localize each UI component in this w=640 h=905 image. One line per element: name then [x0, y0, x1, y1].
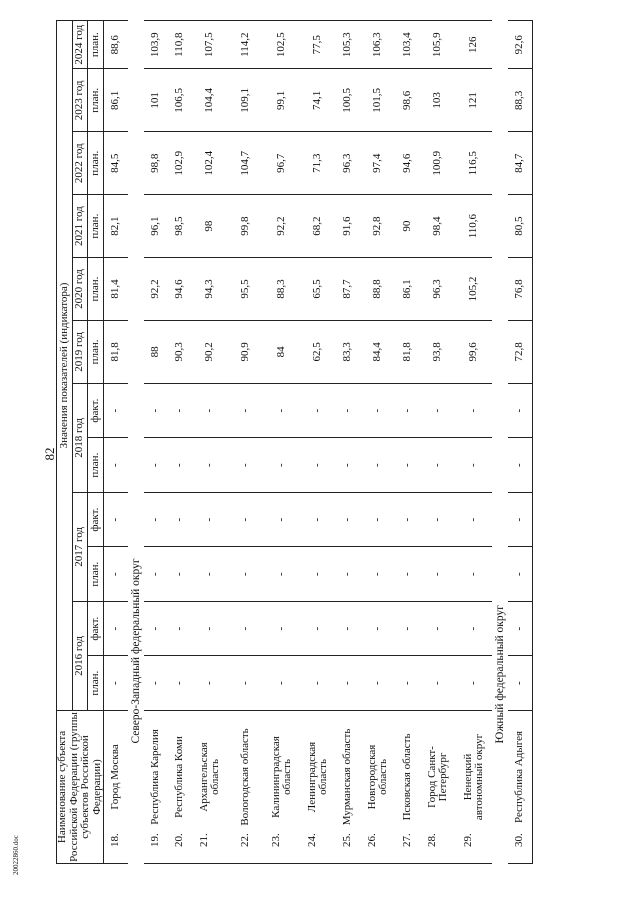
value-cell: - — [420, 656, 456, 711]
value-cell: 94,6 — [396, 132, 420, 195]
value-cell: 100,9 — [420, 132, 456, 195]
subject-name: Мурманская область — [341, 728, 354, 826]
subject-name-cell — [396, 710, 420, 863]
value-cell: 88,8 — [360, 258, 396, 321]
value-cell: - — [300, 656, 336, 711]
value-cell: - — [264, 656, 300, 711]
value-cell: - — [264, 383, 300, 438]
value-cell: - — [228, 438, 264, 493]
value-cell: 94,3 — [192, 258, 228, 321]
value-cell: 81,4 — [104, 258, 129, 321]
value-cell: - — [456, 492, 492, 547]
value-cell: 101,5 — [360, 69, 396, 132]
value-cell: 105,9 — [420, 21, 456, 69]
value-cell: 96,7 — [264, 132, 300, 195]
indicator-table — [56, 20, 533, 864]
value-cell: - — [336, 383, 360, 438]
value-cell: 77,5 — [300, 21, 336, 69]
row-number: 20. — [173, 833, 186, 847]
value-cell: - — [360, 383, 396, 438]
value-cell: - — [336, 492, 360, 547]
subject-name-cell — [360, 710, 396, 863]
value-cell: - — [228, 547, 264, 602]
table-row — [360, 21, 396, 864]
value-cell: - — [396, 383, 420, 438]
value-cell: - — [360, 656, 396, 711]
value-cell: 105,2 — [456, 258, 492, 321]
row-number: 21. — [197, 833, 210, 847]
sub-header: факт. — [88, 492, 104, 547]
value-cell: 106,5 — [168, 69, 192, 132]
value-cell: 121 — [456, 69, 492, 132]
value-cell: 99,6 — [456, 320, 492, 383]
year-header: 2023 год — [72, 69, 88, 132]
value-cell: - — [104, 383, 129, 438]
value-cell: 103,4 — [396, 21, 420, 69]
value-cell: - — [508, 547, 533, 602]
row-number: 23. — [269, 833, 282, 847]
value-cell: - — [228, 656, 264, 711]
value-cell: - — [336, 547, 360, 602]
value-cell: - — [456, 438, 492, 493]
subject-name-cell — [228, 710, 264, 863]
value-cell: - — [264, 492, 300, 547]
subject-name-cell — [104, 710, 129, 863]
value-cell: 99,8 — [228, 195, 264, 258]
subject-name-cell — [336, 710, 360, 863]
value-cell: 126 — [456, 21, 492, 69]
row-number: 22. — [239, 833, 252, 847]
value-cell: - — [508, 438, 533, 493]
value-cell: - — [192, 547, 228, 602]
year-header: 2020 год — [72, 258, 88, 321]
year-header: 2018 год — [72, 383, 88, 492]
value-cell: 109,1 — [228, 69, 264, 132]
row-number: 28. — [425, 833, 438, 847]
value-cell: - — [144, 383, 168, 438]
value-cell: 65,5 — [300, 258, 336, 321]
value-cell: - — [420, 547, 456, 602]
row-number: 24. — [305, 833, 318, 847]
value-cell: 98,6 — [396, 69, 420, 132]
region-row — [492, 21, 508, 864]
subject-name: Республика Коми — [173, 736, 186, 818]
value-cell: - — [104, 438, 129, 493]
subject-name-cell — [508, 710, 533, 863]
value-cell: 81,8 — [104, 320, 129, 383]
column-header-name: Наименование субъекта Российской Федерации (группы субъектов Российской Федерации) — [56, 712, 103, 862]
value-cell: - — [192, 601, 228, 656]
value-cell: 96,1 — [144, 195, 168, 258]
value-cell: 84,7 — [508, 132, 533, 195]
value-cell: 72,8 — [508, 320, 533, 383]
sub-header: план. — [88, 69, 104, 132]
subject-name: Новгородская область — [365, 744, 390, 810]
value-cell: 102,5 — [264, 21, 300, 69]
value-cell: 71,3 — [300, 132, 336, 195]
table-row — [300, 21, 336, 864]
table-row — [168, 21, 192, 864]
value-cell: - — [420, 492, 456, 547]
value-cell: 107,5 — [192, 21, 228, 69]
value-cell: - — [168, 492, 192, 547]
document-id: 20022860.doc — [12, 835, 20, 875]
value-cell: - — [104, 547, 129, 602]
value-cell: - — [300, 492, 336, 547]
value-cell: 99,1 — [264, 69, 300, 132]
value-cell: - — [144, 547, 168, 602]
value-cell: 90,3 — [168, 320, 192, 383]
value-cell: 84 — [264, 320, 300, 383]
value-cell: - — [192, 656, 228, 711]
value-cell: - — [456, 656, 492, 711]
value-cell: - — [192, 438, 228, 493]
year-header: 2017 год — [72, 492, 88, 601]
table-row — [104, 21, 129, 864]
subject-name: Архангельская область — [197, 742, 222, 812]
sub-header: план. — [88, 656, 104, 711]
year-header: 2016 год — [72, 601, 88, 710]
value-cell: - — [168, 601, 192, 656]
subject-name: Республика Карелия — [149, 729, 162, 825]
value-cell: 98,4 — [420, 195, 456, 258]
value-cell: - — [168, 383, 192, 438]
value-cell: - — [264, 601, 300, 656]
value-cell: - — [228, 601, 264, 656]
value-cell: 80,5 — [508, 195, 533, 258]
table-row — [144, 21, 168, 864]
subject-name-cell — [144, 710, 168, 863]
page-number: 82 — [42, 447, 57, 461]
value-cell: - — [144, 492, 168, 547]
value-cell: 84,4 — [360, 320, 396, 383]
sub-header: факт. — [88, 383, 104, 438]
value-cell: - — [360, 547, 396, 602]
year-header: 2024 год — [72, 21, 88, 69]
row-number: 19. — [149, 833, 162, 847]
value-cell: - — [360, 492, 396, 547]
value-cell: 88 — [144, 320, 168, 383]
value-cell: - — [508, 656, 533, 711]
year-header: 2021 год — [72, 195, 88, 258]
row-number: 27. — [401, 833, 414, 847]
value-cell: - — [456, 547, 492, 602]
value-cell: 95,5 — [228, 258, 264, 321]
value-cell: 102,4 — [192, 132, 228, 195]
value-cell: - — [300, 547, 336, 602]
row-number: 18. — [109, 833, 122, 847]
region-title: Северо-Западный федеральный округ — [130, 558, 143, 744]
table-body — [104, 21, 533, 864]
value-cell: 92,6 — [508, 21, 533, 69]
value-cell: 96,3 — [420, 258, 456, 321]
value-cell: - — [508, 601, 533, 656]
value-cell: 86,1 — [396, 258, 420, 321]
sub-header: план. — [88, 132, 104, 195]
value-cell: - — [144, 656, 168, 711]
value-cell: - — [192, 383, 228, 438]
subject-name: Калининградская область — [269, 736, 294, 818]
value-cell: - — [360, 601, 396, 656]
value-cell: - — [192, 492, 228, 547]
sub-header: план. — [88, 547, 104, 602]
sub-header: план. — [88, 21, 104, 69]
value-cell: 81,8 — [396, 320, 420, 383]
subject-name: Псковская область — [401, 733, 414, 821]
value-cell: 110,8 — [168, 21, 192, 69]
value-cell: 116,5 — [456, 132, 492, 195]
value-cell: - — [104, 656, 129, 711]
value-cell: 86,1 — [104, 69, 129, 132]
value-cell: - — [456, 383, 492, 438]
value-cell: 94,6 — [168, 258, 192, 321]
sub-header: план. — [88, 438, 104, 493]
value-cell: - — [144, 601, 168, 656]
row-number: 26. — [365, 833, 378, 847]
value-cell: 92,8 — [360, 195, 396, 258]
value-cell: 110,6 — [456, 195, 492, 258]
value-cell: - — [336, 656, 360, 711]
value-cell: - — [456, 601, 492, 656]
value-cell: 98,8 — [144, 132, 168, 195]
value-cell: - — [508, 383, 533, 438]
value-cell: 91,6 — [336, 195, 360, 258]
value-cell: 92,2 — [264, 195, 300, 258]
value-cell: 105,3 — [336, 21, 360, 69]
table-row — [264, 21, 300, 864]
value-cell: 93,8 — [420, 320, 456, 383]
column-header-values: Значения показателей (индикатора) — [57, 21, 73, 711]
value-cell: - — [420, 601, 456, 656]
year-header: 2019 год — [72, 320, 88, 383]
sub-header: план. — [88, 258, 104, 321]
region-title: Южный федеральный округ — [494, 605, 507, 744]
sub-header: план. — [88, 195, 104, 258]
value-cell: - — [396, 656, 420, 711]
value-cell: - — [420, 383, 456, 438]
table-row — [192, 21, 228, 864]
value-cell: 96,3 — [336, 132, 360, 195]
value-cell: - — [300, 438, 336, 493]
value-cell: - — [396, 547, 420, 602]
value-cell: 97,4 — [360, 132, 396, 195]
value-cell: - — [420, 438, 456, 493]
value-cell: 83,3 — [336, 320, 360, 383]
value-cell: 84,5 — [104, 132, 129, 195]
subject-name-cell — [300, 710, 336, 863]
region-row — [128, 21, 144, 864]
value-cell: - — [396, 601, 420, 656]
value-cell: 88,3 — [264, 258, 300, 321]
value-cell: - — [228, 492, 264, 547]
row-number: 30. — [513, 833, 526, 847]
subject-name-cell — [264, 710, 300, 863]
subject-name-cell — [456, 710, 492, 863]
value-cell: - — [508, 492, 533, 547]
table-row — [336, 21, 360, 864]
value-cell: 98,5 — [168, 195, 192, 258]
value-cell: - — [104, 601, 129, 656]
value-cell: - — [336, 438, 360, 493]
value-cell: - — [300, 601, 336, 656]
value-cell: 90 — [396, 195, 420, 258]
table-row — [396, 21, 420, 864]
subject-name: Ненецкий автономный округ — [461, 733, 486, 821]
value-cell: - — [168, 656, 192, 711]
value-cell: - — [168, 438, 192, 493]
value-cell: 92,2 — [144, 258, 168, 321]
value-cell: 100,5 — [336, 69, 360, 132]
value-cell: 68,2 — [300, 195, 336, 258]
value-cell: 106,3 — [360, 21, 396, 69]
subject-name: Вологодская область — [239, 728, 252, 826]
value-cell: 82,1 — [104, 195, 129, 258]
value-cell: - — [336, 601, 360, 656]
subject-name: Республика Адыгея — [513, 730, 526, 823]
table-row — [228, 21, 264, 864]
value-cell: 103,9 — [144, 21, 168, 69]
value-cell: 101 — [144, 69, 168, 132]
value-cell: 76,8 — [508, 258, 533, 321]
subject-name: Город Санкт-Петербург — [425, 746, 450, 808]
row-number: 29. — [461, 833, 474, 847]
subject-name: Город Москва — [109, 744, 122, 810]
row-number: 25. — [341, 833, 354, 847]
subject-name-cell — [192, 710, 228, 863]
subject-name-cell — [168, 710, 192, 863]
table-row — [420, 21, 456, 864]
value-cell: - — [360, 438, 396, 493]
value-cell: - — [104, 492, 129, 547]
year-header: 2022 год — [72, 132, 88, 195]
value-cell: - — [396, 438, 420, 493]
value-cell: 74,1 — [300, 69, 336, 132]
table-row — [456, 21, 492, 864]
rotated-table-container — [56, 20, 592, 864]
value-cell: 104,4 — [192, 69, 228, 132]
value-cell: - — [264, 547, 300, 602]
value-cell: 104,7 — [228, 132, 264, 195]
value-cell: 90,2 — [192, 320, 228, 383]
value-cell: 103 — [420, 69, 456, 132]
subject-name: Ленинградская область — [305, 741, 330, 813]
value-cell: - — [228, 383, 264, 438]
table-row — [508, 21, 533, 864]
value-cell: - — [300, 383, 336, 438]
value-cell: 88,3 — [508, 69, 533, 132]
value-cell: 62,5 — [300, 320, 336, 383]
value-cell: 102,9 — [168, 132, 192, 195]
value-cell: 114,2 — [228, 21, 264, 69]
value-cell: - — [396, 492, 420, 547]
value-cell: 98 — [192, 195, 228, 258]
sub-header: факт. — [88, 601, 104, 656]
value-cell: 88,6 — [104, 21, 129, 69]
sub-header: план. — [88, 320, 104, 383]
value-cell: - — [264, 438, 300, 493]
value-cell: 90,9 — [228, 320, 264, 383]
value-cell: - — [168, 547, 192, 602]
value-cell: - — [144, 438, 168, 493]
subject-name-cell — [420, 710, 456, 863]
value-cell: 87,7 — [336, 258, 360, 321]
